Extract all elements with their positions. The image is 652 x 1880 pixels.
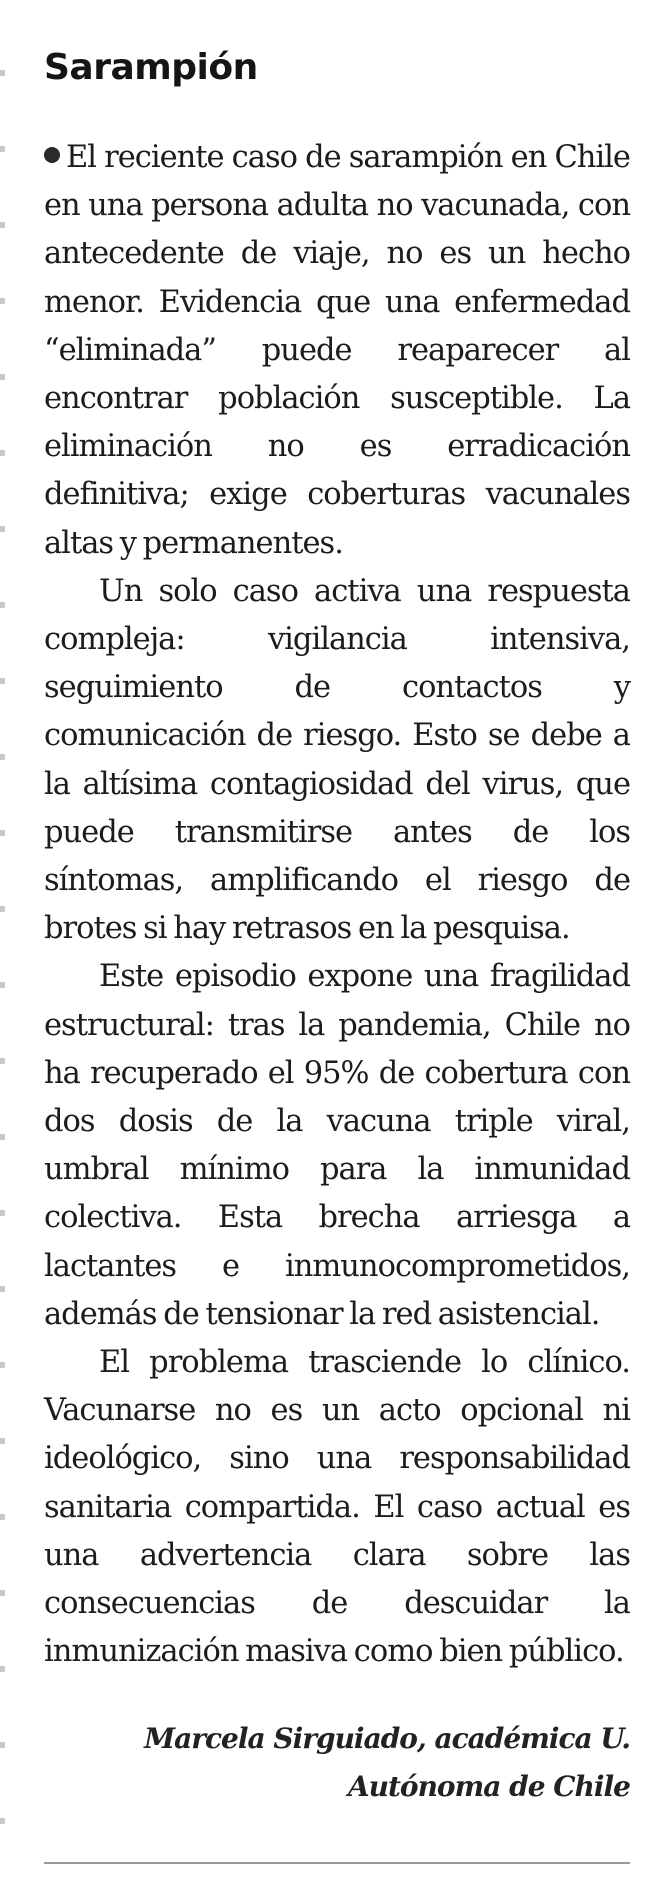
article-paragraph-3: Este episodio expone una fragilidad estructural: tras la pandemia, Chile no ha recuperado el 95% de cobertura con dos dosis de la vacuna triple viral, umbral mínimo para la inmunidad colectiva. Esta brecha arriesga a lactantes e inmunocomprometidos, además de tensionar la red asistencial.: [44, 959, 630, 1332]
article-paragraph-4: El problema trasciende lo clínico. Vacunarse no es un acto opcional ni ideológico, sino una responsabilidad sanitaria compartida. El caso actual es una advertencia clara sobre las consecuencias de descuidar la inmunización masiva como bien público.: [44, 1345, 630, 1670]
article-headline: Sarampión: [44, 47, 258, 88]
letter-article: [44, 38, 630, 1811]
article-body: [44, 134, 630, 1677]
article-paragraph-2: Un solo caso activa una respuesta compleja: vigilancia intensiva, seguimiento de contactos y comunicación de riesgo. Esto se debe a la altísima contagiosidad del virus, que puede transmitirse antes de los síntomas, amplificando el riesgo de brotes si hay retrasos en la pesquisa.: [44, 573, 630, 947]
bottom-divider: [44, 1862, 630, 1864]
signature-line-1: Marcela Sirguiado, académica U.: [144, 1721, 630, 1755]
paragraph-1-text: El reciente caso de sarampión en Chile en una persona adulta no vacunada, con antecedente de viaje, no es un hecho menor. Evidencia que una enfermedad “eliminada” puede reaparecer al encontrar población susceptible. La eliminación no es erradicación definitiva; exige coberturas vacunales altas y permanentes.: [44, 140, 630, 561]
bullet-icon: [44, 147, 60, 163]
page-edge-marks: [0, 0, 5, 1880]
author-signature: [44, 1715, 630, 1811]
article-paragraph-1: [44, 134, 630, 568]
signature-line-2: Autónoma de Chile: [347, 1769, 630, 1803]
